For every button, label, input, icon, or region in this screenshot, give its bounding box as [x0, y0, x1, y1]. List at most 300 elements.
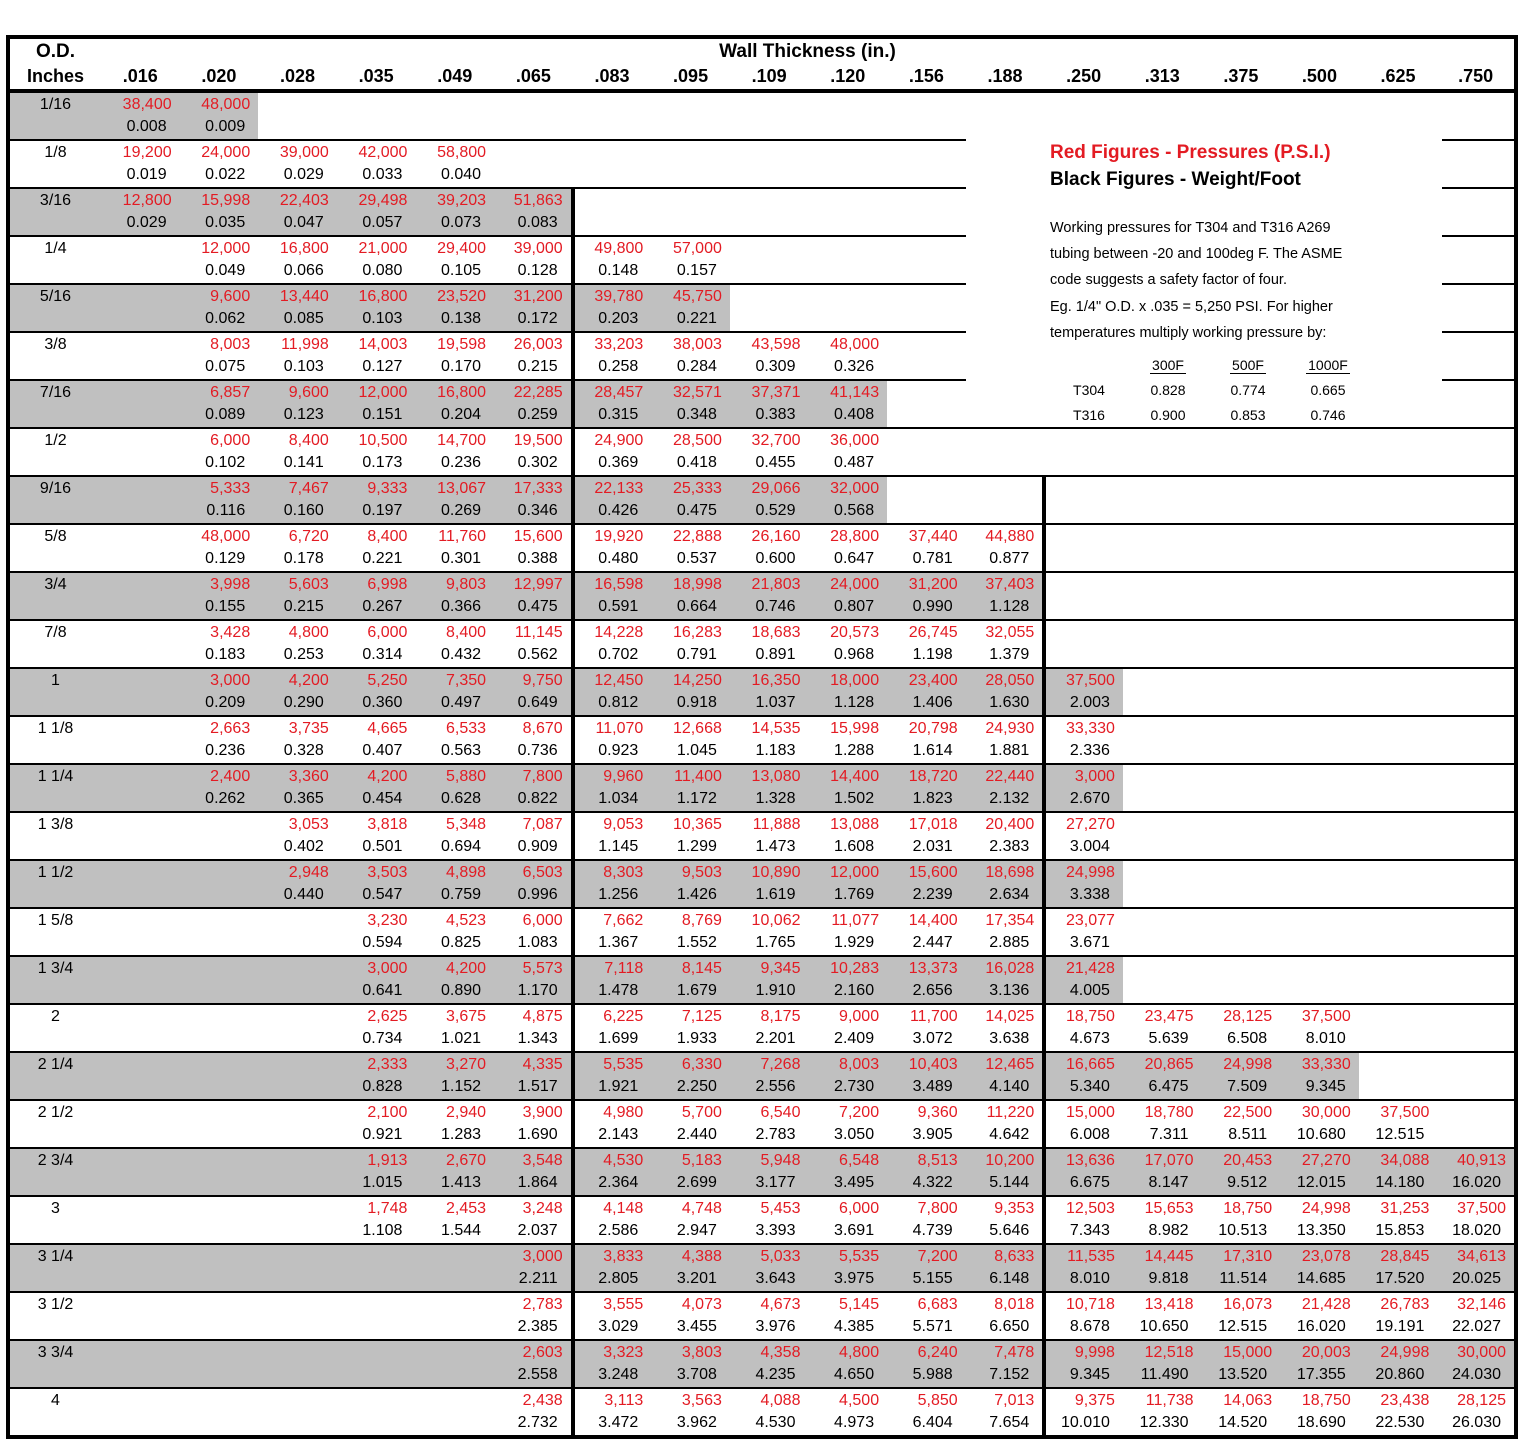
- data-cell: [415, 476, 494, 524]
- weight-value: [1437, 548, 1514, 570]
- data-cell: [887, 1196, 966, 1244]
- weight-value: 0.123: [283, 406, 324, 423]
- pressure-value: 7,125: [681, 1008, 722, 1025]
- pressure-value: [180, 1005, 259, 1028]
- pressure-value: 6,000: [839, 1200, 880, 1217]
- weight-value: [1437, 596, 1514, 618]
- data-cell: [730, 764, 809, 812]
- pressure-value: [1359, 1053, 1438, 1076]
- data-cell: [1044, 1340, 1123, 1388]
- data-cell: [180, 572, 259, 620]
- data-cell: [180, 908, 259, 956]
- weight-value: [101, 884, 180, 906]
- data-cell: [651, 1388, 730, 1437]
- pressure-value: [258, 1341, 337, 1364]
- weight-value: [808, 116, 887, 138]
- od-label-cell: [8, 1340, 101, 1388]
- data-cell: [494, 1388, 573, 1437]
- weight-value: 10.010: [1060, 1414, 1110, 1431]
- pressure-value: [101, 861, 180, 884]
- data-cell: [730, 1196, 809, 1244]
- pressure-value: 34,613: [1457, 1248, 1506, 1265]
- pressure-value: 9,353: [994, 1200, 1035, 1217]
- weight-value: [101, 1172, 180, 1194]
- data-cell: [258, 764, 337, 812]
- pressure-value: 4,200: [367, 768, 408, 785]
- data-cell: [180, 620, 259, 668]
- pressure-value: 38,400: [122, 96, 172, 113]
- pressure-value: 24,900: [594, 432, 644, 449]
- data-cell: [573, 380, 652, 428]
- weight-value: [1123, 596, 1202, 618]
- data-cell: [1202, 716, 1281, 764]
- weight-value: 8.010: [1069, 1270, 1110, 1287]
- od-label: 3/8: [44, 336, 67, 353]
- pressure-value: [966, 93, 1045, 116]
- weight-value: 0.197: [362, 502, 403, 519]
- pressure-value: 19,500: [513, 432, 563, 449]
- pressure-value: 39,000: [513, 240, 563, 257]
- data-cell: [1044, 860, 1123, 908]
- weight-value: 0.302: [517, 454, 558, 471]
- pressure-value: 43,598: [751, 336, 801, 353]
- data-cell: [1123, 1052, 1202, 1100]
- pressure-value: [258, 957, 337, 980]
- data-cell: [415, 428, 494, 476]
- pressure-value: 4,088: [760, 1392, 801, 1409]
- table-header: [8, 37, 1516, 91]
- weight-value: [887, 116, 966, 138]
- data-cell: [101, 476, 180, 524]
- data-cell: [573, 91, 652, 140]
- pressure-value: [966, 284, 1045, 307]
- pressure-value: [1044, 93, 1123, 116]
- pressure-value: [101, 1005, 180, 1028]
- weight-value: 1.256: [598, 886, 639, 903]
- weight-value: 6.475: [1148, 1078, 1189, 1095]
- weight-value: 14.180: [1375, 1174, 1425, 1191]
- pressure-value: 15,600: [513, 528, 563, 545]
- pressure-value: 37,500: [1065, 672, 1115, 689]
- pressure-value: 30,000: [1457, 1344, 1506, 1361]
- pressure-value: 3,998: [210, 576, 251, 593]
- weight-value: 0.501: [362, 838, 403, 855]
- weight-value: [258, 1076, 337, 1098]
- data-cell: [1123, 668, 1202, 716]
- data-cell: [887, 1340, 966, 1388]
- od-label: 3 3/4: [37, 1344, 74, 1361]
- pressure-value: [1359, 669, 1438, 692]
- od-label-cell: [8, 716, 101, 764]
- weight-value: 2.336: [1069, 742, 1110, 759]
- od-label-cell: [8, 812, 101, 860]
- weight-value: [887, 356, 966, 378]
- data-cell: [258, 1148, 337, 1196]
- weight-value: 2.947: [676, 1222, 717, 1239]
- pressure-value: 3,503: [367, 864, 408, 881]
- pressure-value: 32,700: [751, 432, 801, 449]
- data-cell: [258, 380, 337, 428]
- data-cell: [808, 284, 887, 332]
- weight-value: 2.783: [755, 1126, 796, 1143]
- pressure-value: 14,003: [358, 336, 408, 353]
- pressure-value: 15,000: [1065, 1104, 1115, 1121]
- weight-value: 0.314: [362, 646, 403, 663]
- data-cell: [337, 716, 416, 764]
- pressure-value: 9,998: [1074, 1344, 1115, 1361]
- data-cell: [258, 524, 337, 572]
- data-cell: [1044, 1196, 1123, 1244]
- pressure-value: 14,400: [830, 768, 880, 785]
- data-cell: [1202, 812, 1281, 860]
- weight-value: 0.426: [598, 502, 639, 519]
- weight-value: [730, 116, 809, 138]
- weight-value: 0.408: [834, 406, 875, 423]
- data-cell: [415, 91, 494, 140]
- od-label-cell: [8, 1388, 101, 1437]
- od-label: 3 1/2: [37, 1296, 74, 1313]
- weight-value: 4.739: [912, 1222, 953, 1239]
- data-cell: [337, 428, 416, 476]
- weight-value: 0.822: [517, 790, 558, 807]
- data-cell: [494, 1196, 573, 1244]
- data-cell: [180, 1100, 259, 1148]
- od-label-cell: [8, 524, 101, 572]
- pressure-value: 9,750: [522, 672, 563, 689]
- weight-value: 6.008: [1069, 1126, 1110, 1143]
- pressure-value: 32,000: [830, 480, 880, 497]
- weight-value: 0.033: [362, 166, 403, 183]
- pressure-value: 9,375: [1074, 1392, 1115, 1409]
- data-cell: [1359, 620, 1438, 668]
- pressure-value: 5,535: [839, 1248, 880, 1265]
- weight-value: [1359, 1028, 1438, 1050]
- data-cell: [887, 188, 966, 236]
- weight-value: 20.860: [1375, 1366, 1425, 1383]
- pressure-value: 6,548: [839, 1152, 880, 1169]
- data-cell: [573, 332, 652, 380]
- weight-value: [1280, 548, 1359, 570]
- data-cell: [966, 524, 1045, 572]
- weight-value: 2.732: [517, 1414, 558, 1431]
- pressure-value: [101, 1341, 180, 1364]
- weight-value: 10.680: [1296, 1126, 1346, 1143]
- data-cell: [337, 140, 416, 188]
- weight-value: [1437, 116, 1514, 138]
- pressure-value: 4,800: [839, 1344, 880, 1361]
- factor-value: 0.828: [1150, 382, 1186, 399]
- pressure-value: 4,898: [446, 864, 487, 881]
- weight-value: 0.369: [598, 454, 639, 471]
- weight-value: 5.639: [1148, 1030, 1189, 1047]
- pressure-value: 3,818: [367, 816, 408, 833]
- weight-value: 0.080: [362, 262, 403, 279]
- pressure-value: [651, 189, 730, 212]
- weight-value: [1437, 884, 1514, 906]
- data-cell: [101, 380, 180, 428]
- data-cell: [258, 1100, 337, 1148]
- weight-value: [258, 116, 337, 138]
- weight-value: 1.283: [441, 1126, 482, 1143]
- data-cell: [966, 1292, 1045, 1340]
- weight-value: 0.105: [441, 262, 482, 279]
- weight-value: 15.853: [1375, 1222, 1425, 1239]
- pressure-value: 11,145: [514, 624, 563, 641]
- data-cell: [415, 1100, 494, 1148]
- data-cell: [573, 1004, 652, 1052]
- data-cell: [730, 1292, 809, 1340]
- weight-value: [966, 307, 1045, 329]
- weight-value: 9.345: [1305, 1078, 1346, 1095]
- weight-value: 11.514: [1219, 1270, 1268, 1287]
- weight-value: [101, 644, 180, 666]
- pressure-value: 3,428: [210, 624, 251, 641]
- weight-value: 8.147: [1148, 1174, 1189, 1191]
- pressure-value: [1123, 573, 1202, 596]
- data-cell: [180, 188, 259, 236]
- data-cell: [887, 1292, 966, 1340]
- data-cell: [180, 764, 259, 812]
- data-cell: [887, 428, 966, 476]
- data-cell: [415, 332, 494, 380]
- weight-value: 4.650: [834, 1366, 875, 1383]
- data-cell: [730, 332, 809, 380]
- weight-value: [1280, 788, 1359, 810]
- pressure-value: [1202, 93, 1281, 116]
- data-cell: [573, 1196, 652, 1244]
- data-cell: [573, 956, 652, 1004]
- data-cell: [1123, 1196, 1202, 1244]
- weight-value: [1359, 788, 1438, 810]
- pressure-value: [887, 381, 966, 404]
- data-cell: [1202, 620, 1281, 668]
- data-cell: [651, 284, 730, 332]
- pressure-value: 22,403: [279, 192, 329, 209]
- data-cell: [1437, 1052, 1516, 1100]
- weight-value: [1202, 452, 1281, 474]
- pressure-value: [258, 93, 337, 116]
- data-cell: [1123, 908, 1202, 956]
- data-cell: [808, 716, 887, 764]
- weight-value: 6.675: [1069, 1174, 1110, 1191]
- data-cell: [573, 908, 652, 956]
- data-cell: [1280, 1052, 1359, 1100]
- pressure-value: 37,500: [1457, 1200, 1506, 1217]
- weight-value: 0.172: [517, 310, 558, 327]
- weight-value: 7.152: [989, 1366, 1030, 1383]
- weight-value: 7.311: [1149, 1126, 1189, 1143]
- pressure-value: 3,113: [604, 1392, 644, 1409]
- data-cell: [415, 1388, 494, 1437]
- data-cell: [808, 1340, 887, 1388]
- table-row: [8, 668, 1516, 716]
- pressure-value: 26,160: [751, 528, 801, 545]
- weight-value: [1202, 740, 1281, 762]
- column-header: .375: [1202, 63, 1281, 91]
- weight-value: 26.030: [1452, 1414, 1501, 1431]
- weight-value: 3.004: [1069, 838, 1110, 855]
- weight-value: 1.881: [989, 742, 1030, 759]
- data-cell: [573, 716, 652, 764]
- data-cell: [808, 476, 887, 524]
- wall-thickness-title: Wall Thickness (in.): [101, 37, 1516, 63]
- pressure-value: 14,228: [594, 624, 644, 641]
- column-header: .028: [258, 63, 337, 91]
- weight-value: 0.178: [283, 550, 324, 567]
- header-row-1: [8, 37, 1516, 63]
- data-cell: [258, 1292, 337, 1340]
- pressure-value: [101, 813, 180, 836]
- weight-value: [101, 308, 180, 330]
- data-cell: [1437, 1148, 1516, 1196]
- data-cell: [494, 332, 573, 380]
- weight-value: 1.083: [517, 934, 558, 951]
- data-cell: [180, 812, 259, 860]
- pressure-value: [1437, 573, 1514, 596]
- data-cell: [1202, 1052, 1281, 1100]
- weight-value: 7.509: [1227, 1078, 1268, 1095]
- factor-grade-label: T316: [1073, 407, 1105, 424]
- od-label-cell: [8, 1196, 101, 1244]
- weight-value: 1.929: [834, 934, 875, 951]
- data-cell: [1280, 91, 1359, 140]
- data-cell: [1044, 764, 1123, 812]
- weight-value: 1.690: [517, 1126, 558, 1143]
- data-cell: [573, 812, 652, 860]
- data-cell: [1044, 1244, 1123, 1292]
- data-cell: [1437, 668, 1516, 716]
- pressure-value: 28,500: [672, 432, 722, 449]
- weight-value: [1437, 1124, 1514, 1146]
- data-cell: [1044, 716, 1123, 764]
- data-cell: [337, 1244, 416, 1292]
- pressure-value: [101, 333, 180, 356]
- pressure-value: [1437, 1005, 1514, 1028]
- data-cell: [1280, 476, 1359, 524]
- data-cell: [1044, 1004, 1123, 1052]
- pressure-value: [1437, 381, 1514, 404]
- weight-value: 0.204: [441, 406, 482, 423]
- weight-value: 0.009: [205, 118, 246, 135]
- pressure-value: 9,345: [760, 960, 801, 977]
- pressure-value: [1046, 477, 1123, 500]
- weight-value: 0.047: [283, 214, 324, 231]
- column-header: .020: [180, 63, 259, 91]
- weight-value: 0.085: [283, 310, 324, 327]
- weight-value: [1202, 548, 1281, 570]
- data-cell: [966, 140, 1045, 188]
- data-cell: [258, 140, 337, 188]
- pressure-value: [180, 1389, 259, 1412]
- data-cell: [1044, 524, 1123, 572]
- pressure-value: 14,535: [751, 720, 801, 737]
- pressure-value: 7,800: [522, 768, 563, 785]
- column-header: .500: [1280, 63, 1359, 91]
- pressure-value: [1123, 813, 1202, 836]
- pressure-value: [258, 1005, 337, 1028]
- pressure-value: 5,850: [917, 1392, 958, 1409]
- weight-value: [887, 404, 966, 426]
- pressure-value: [1123, 669, 1202, 692]
- weight-value: [258, 1124, 337, 1146]
- data-cell: [1044, 908, 1123, 956]
- weight-value: 3.136: [989, 982, 1030, 999]
- pressure-value: 16,350: [751, 672, 801, 689]
- weight-value: [1437, 1076, 1514, 1098]
- weight-value: 0.049: [205, 262, 246, 279]
- weight-value: [651, 164, 730, 186]
- od-label: 2 1/2: [37, 1104, 74, 1121]
- weight-value: 0.203: [598, 310, 639, 327]
- pressure-value: [1280, 573, 1359, 596]
- data-cell: [1123, 572, 1202, 620]
- table-row: [8, 1004, 1516, 1052]
- pressure-value: 2,603: [522, 1344, 563, 1361]
- weight-value: [180, 1316, 259, 1338]
- data-cell: [1437, 572, 1516, 620]
- pressure-value: 12,503: [1065, 1200, 1115, 1217]
- weight-value: [1359, 548, 1438, 570]
- data-cell: [1437, 236, 1516, 284]
- weight-value: 1.769: [834, 886, 875, 903]
- weight-value: [1359, 932, 1438, 954]
- pressure-value: 22,133: [594, 480, 644, 497]
- data-cell: [494, 524, 573, 572]
- weight-value: 3.905: [912, 1126, 953, 1143]
- pressure-value: 4,358: [760, 1344, 801, 1361]
- weight-value: 0.812: [598, 694, 639, 711]
- data-cell: [1280, 956, 1359, 1004]
- weight-value: [101, 1124, 180, 1146]
- data-cell: [1359, 956, 1438, 1004]
- data-cell: [101, 1148, 180, 1196]
- weight-value: 0.746: [755, 598, 796, 615]
- data-cell: [730, 524, 809, 572]
- od-label: 2 1/4: [37, 1056, 74, 1073]
- pressure-value: [887, 285, 966, 308]
- pressure-value: 11,400: [674, 768, 722, 785]
- pressure-value: [887, 333, 966, 356]
- data-cell: [258, 1052, 337, 1100]
- pressure-value: 13,067: [437, 480, 487, 497]
- od-label-cell: [8, 380, 101, 428]
- weight-value: [887, 452, 966, 474]
- table-row: [8, 524, 1516, 572]
- data-cell: [1044, 1052, 1123, 1100]
- weight-value: [1359, 596, 1438, 618]
- column-header: .313: [1123, 63, 1202, 91]
- pressure-value: 19,200: [122, 144, 172, 161]
- weight-value: 0.759: [441, 886, 482, 903]
- weight-value: 0.173: [362, 454, 403, 471]
- pressure-value: 23,438: [1380, 1392, 1430, 1409]
- weight-value: 0.366: [441, 598, 482, 615]
- weight-value: [887, 212, 966, 234]
- data-cell: [180, 668, 259, 716]
- weight-value: 0.022: [205, 166, 246, 183]
- data-cell: [1123, 812, 1202, 860]
- weight-value: 4.973: [834, 1414, 875, 1431]
- factor-value: 0.853: [1230, 407, 1266, 424]
- weight-value: 0.921: [362, 1126, 403, 1143]
- data-cell: [808, 668, 887, 716]
- data-cell: [1280, 572, 1359, 620]
- data-cell: [651, 956, 730, 1004]
- data-cell: [887, 1004, 966, 1052]
- weight-value: [1123, 836, 1202, 858]
- weight-value: 1.128: [834, 694, 875, 711]
- data-cell: [1280, 1100, 1359, 1148]
